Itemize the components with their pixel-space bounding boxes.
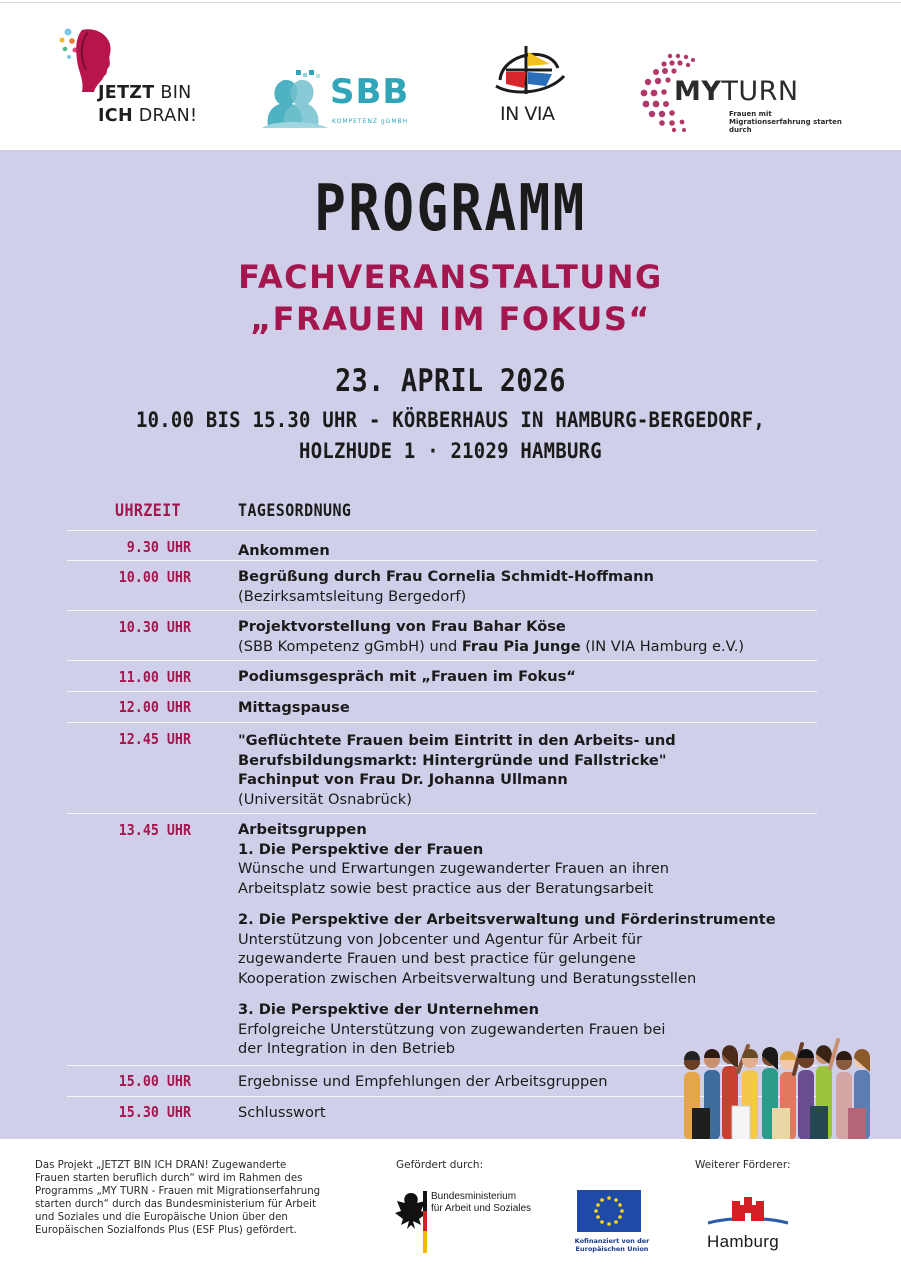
agenda-content: Begrüßung durch Frau Cornelia Schmidt-Hoffmann (Bezirksamtsleitung Bergedorf) — [238, 568, 654, 605]
hamburg-logo — [700, 1195, 800, 1261]
agenda-header — [67, 497, 817, 531]
agenda-row — [67, 531, 817, 561]
agenda-row — [67, 661, 817, 692]
page-title: PROGRAMM — [314, 172, 587, 246]
footer — [0, 1139, 901, 1272]
agenda-time: 11.00 UHR — [118, 668, 191, 686]
sbb-logo-main: SBB — [330, 72, 410, 112]
agenda-row — [67, 814, 817, 1066]
my-turn-logo-sub: Frauen mit Migrationserfahrung starten durch — [729, 110, 842, 134]
agenda-time: 13.45 UHR — [118, 821, 191, 839]
agenda-time: 15.00 UHR — [118, 1072, 191, 1090]
hamburg-name: Hamburg — [707, 1232, 780, 1251]
my-turn-logo-text: MYTURN — [674, 76, 799, 107]
agenda-content: Projektvorstellung von Frau Bahar Köse (SBB Kompetenz gGmbH) und Frau Pia Junge (IN VIA Hamburg e.V.) — [238, 618, 745, 655]
sbb-logo-sub: KOMPETENZ gGMBH — [332, 118, 409, 125]
agenda-row — [67, 611, 817, 661]
agenda-time: 12.00 UHR — [118, 698, 191, 716]
bmas-logo — [393, 1189, 553, 1255]
agenda-col-time: UHRZEIT — [115, 501, 182, 521]
footer-funding-text: Das Projekt „JETZT BIN ICH DRAN! Zugewanderte Frauen starten beruflich durch“ wird im Rahmen des Programms „MY TURN - Frauen mit Migrationserfahrung starten durch“ durch das Bundesministerium für Arbeit und Soziales und die Europäische Union über den Europäischen Sozialfonds Plus (ESF Plus) gefördert. — [35, 1160, 321, 1236]
my-turn-logo — [638, 50, 848, 135]
agenda-content: Schlusswort — [238, 1104, 326, 1121]
agenda-col-item: TAGESORDNUNG — [238, 501, 352, 521]
hamburg-castle-icon — [700, 1195, 796, 1231]
event-subtitle — [0, 256, 901, 340]
agenda-row — [67, 561, 817, 611]
event-subtitle-line2: „FRAUEN IM FOKUS“ — [250, 300, 651, 338]
agenda-time: 10.30 UHR — [118, 618, 191, 636]
logo-strip — [0, 0, 901, 150]
event-subtitle-line1: FACHVERANSTALTUNG — [238, 258, 663, 296]
agenda-time: 12.45 UHR — [118, 730, 191, 748]
in-via-logo — [492, 40, 577, 132]
in-via-globe-icon — [492, 40, 572, 102]
event-date: 23. APRIL 2026 — [335, 363, 566, 399]
event-venue — [45, 405, 856, 467]
agenda-content: Ankommen — [238, 542, 330, 559]
eu-caption: Kofinanziert von der Europäischen Union — [574, 1237, 650, 1253]
in-via-logo-text: IN VIA — [500, 103, 555, 125]
agenda-time: 15.30 UHR — [118, 1103, 191, 1121]
further-sponsor-label: Weiterer Förderer: — [695, 1159, 791, 1171]
agenda-row — [67, 723, 817, 814]
eu-flag-icon — [577, 1190, 641, 1232]
eu-cofunded-logo — [574, 1190, 650, 1256]
agenda-time: 9.30 UHR — [126, 538, 191, 556]
agenda-row — [67, 692, 817, 723]
women-group-illustration — [678, 1036, 884, 1140]
agenda-time: 10.00 UHR — [118, 568, 191, 586]
jetzt-logo-text: JETZT BIN ICH DRAN! — [98, 83, 198, 126]
agenda-table — [67, 497, 817, 1128]
sbb-heads-icon — [262, 70, 332, 128]
event-venue-line2: HOLZHUDE 1 · 21029 HAMBURG — [299, 439, 602, 463]
federal-eagle-icon — [393, 1189, 429, 1255]
agenda-content: Arbeitsgruppen 1. Die Perspektive der Frauen Wünsche und Erwartungen zugewanderter Frauen an ihren Arbeitsplatz sowie best practice aus der Beratungsarbeit 2. Die Perspektive der Arbeitsverwaltung und Förderinstrumente Unterstützung von Jobcenter und Agentur für Arbeit für zugewanderte Frauen und best practice für gelungene Kooperation zwischen Arbeitsverwaltung und Beratungsstellen 3. Die Perspektive der Unternehmen Erfolgreiche Unterstützung von zugewanderten Frauen bei der Integration in den Betrieb — [238, 821, 776, 1057]
agenda-content: Ergebnisse und Empfehlungen der Arbeitsgruppen — [238, 1073, 608, 1090]
event-venue-line1: 10.00 BIS 15.30 UHR - KÖRBERHAUS IN HAMBURG-BERGEDORF, — [135, 408, 766, 432]
agenda-content: Mittagspause — [238, 699, 350, 716]
funded-by-label: Gefördert durch: — [396, 1159, 484, 1171]
agenda-content: "Geflüchtete Frauen beim Eintritt in den Arbeits- und Berufsbildungsmarkt: Hintergründe und Fallstricke" Fachinput von Frau Dr. Johanna Ullmann (Universität Osnabrück) — [238, 732, 676, 808]
agenda-content: Podiumsgespräch mit „Frauen im Fokus“ — [238, 668, 576, 685]
jetzt-bin-ich-dran-logo — [58, 24, 208, 134]
sbb-logo — [262, 70, 432, 130]
bmas-name: Bundesministerium für Arbeit und Soziales — [431, 1191, 532, 1214]
